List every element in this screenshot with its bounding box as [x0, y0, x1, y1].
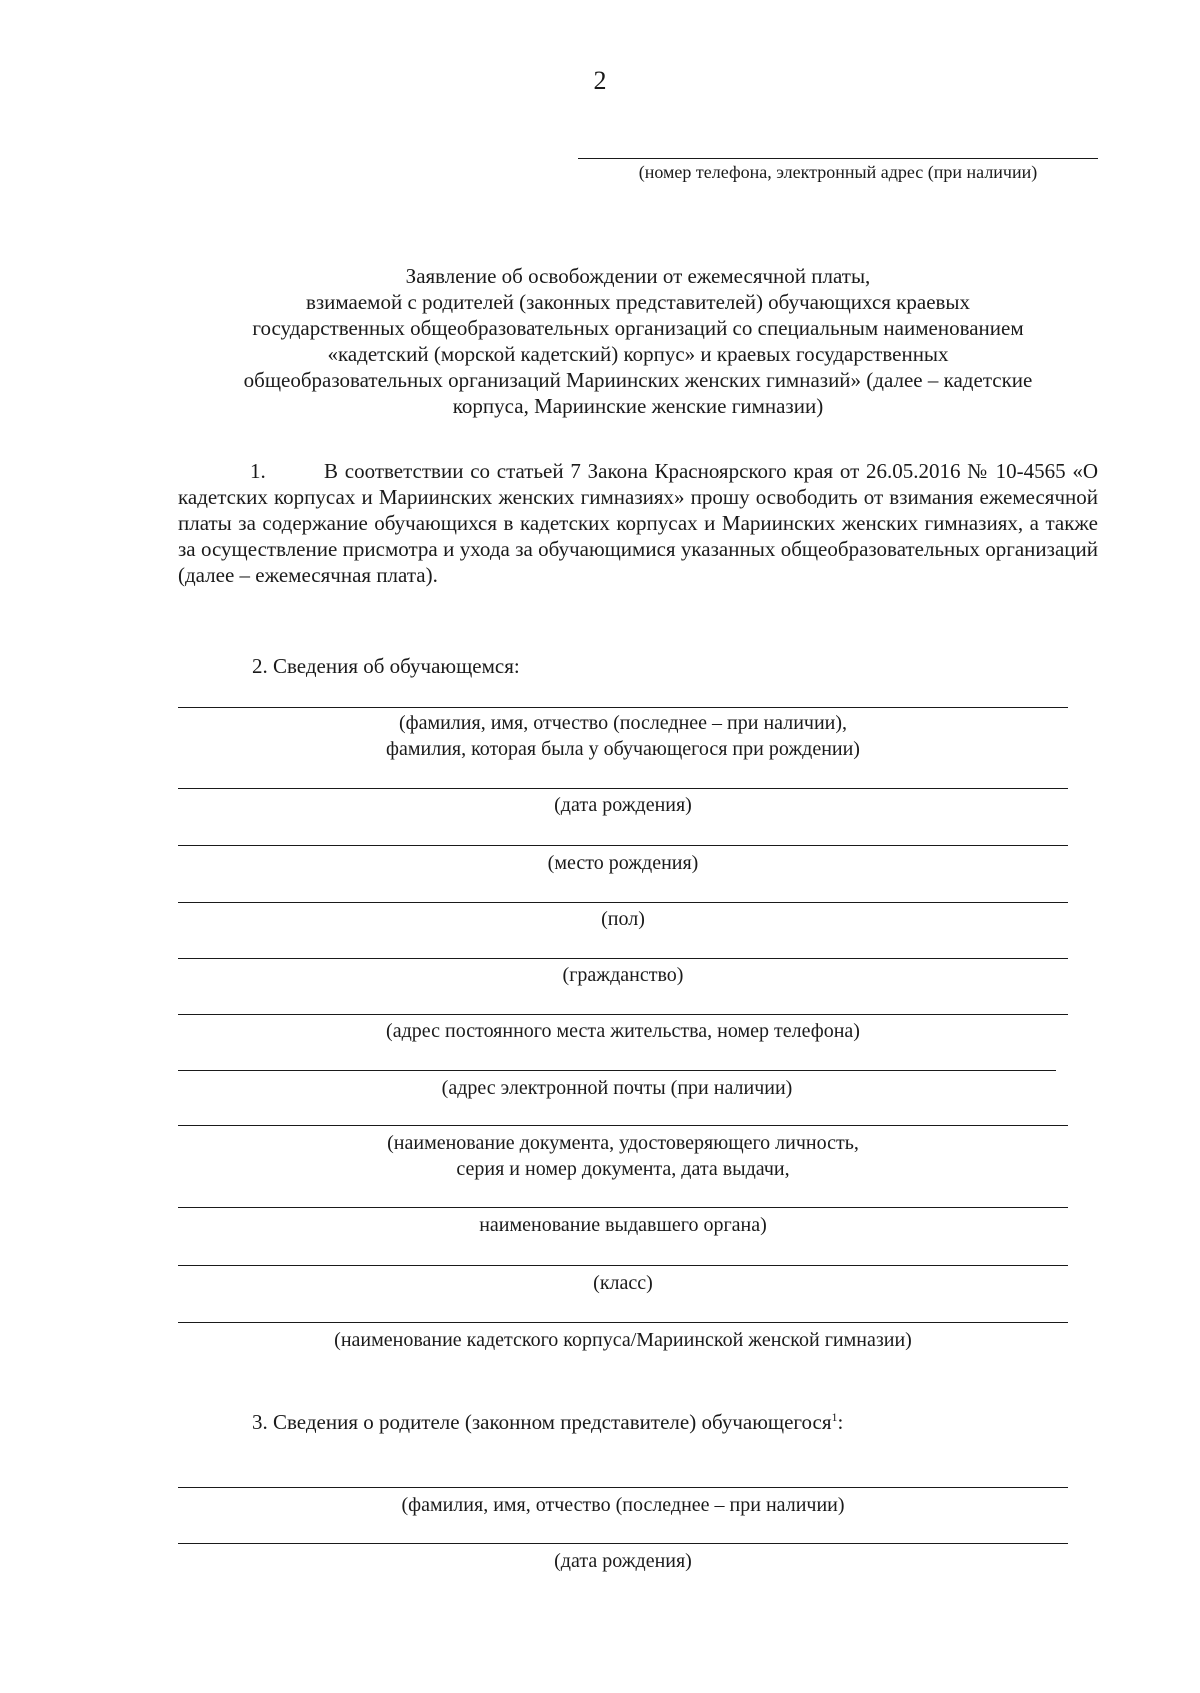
field-caption-school-name: (наименование кадетского корпуса/Мариинской женской гимназии) [334, 1329, 912, 1351]
field-line [178, 1014, 1068, 1015]
field-line [178, 902, 1068, 903]
contact-line [578, 158, 1098, 159]
field-caption-parent-name: (фамилия, имя, отчество (последнее – при наличии) [401, 1494, 845, 1516]
field-caption-parent-birthdate: (дата рождения) [554, 1550, 692, 1572]
field-caption-identity-document: (наименование документа, удостоверяющего личность, серия и номер документа, дата выдачи, [387, 1132, 859, 1180]
field-line [178, 1207, 1068, 1208]
field-line [178, 707, 1068, 708]
title-line: корпуса, Мариинские женские гимназии) [452, 394, 824, 418]
field-caption-class: (класс) [593, 1272, 653, 1294]
field-line [178, 1487, 1068, 1488]
field-line [178, 1322, 1068, 1323]
paragraph-number: 1. [250, 459, 266, 483]
field-line [178, 958, 1068, 959]
field-line [178, 1265, 1068, 1266]
field-caption-issuing-authority: наименование выдавшего органа) [479, 1214, 767, 1236]
contact-caption: (номер телефона, электронный адрес (при наличии) [638, 162, 1038, 182]
title-line: «кадетский (морской кадетский) корпус» и краевых государственных [327, 342, 949, 366]
field-line [178, 788, 1068, 789]
field-line [178, 1070, 1056, 1071]
title-line: общеобразовательных организаций Мариинских женских гимназий» (далее – кадетские [243, 368, 1033, 392]
field-line [178, 1543, 1068, 1544]
field-caption-birthdate: (дата рождения) [554, 794, 692, 816]
field-caption-citizenship: (гражданство) [562, 964, 684, 986]
paragraph-1 [178, 458, 1098, 588]
document-title [178, 263, 1098, 419]
section-3-heading: 3. Сведения о родителе (законном представителе) обучающегося$^1$: [252, 1410, 844, 1434]
paragraph-text: В соответствии со статьей 7 Закона Красноярского края от 26.05.2016 № 10-4565 «О кадетских корпусах и Мариинских женских гимназиях» прошу освободить от взимания ежемесячной платы за содержание обучающихся в кадетских корпусах и Мариинских женских гимназиях, а также за осуществление присмотра и ухода за обучающимися указанных общеобразовательных организаций (далее – ежемесячная плата). [178, 459, 1098, 587]
field-caption-birthplace: (место рождения) [547, 852, 699, 874]
footnote-mark: 1 [831, 1410, 838, 1424]
title-line: Заявление об освобождении от ежемесячной платы, [405, 264, 871, 288]
page-number: 2 [593, 66, 607, 95]
field-caption-sex: (пол) [601, 908, 645, 930]
field-caption-name: (фамилия, имя, отчество (последнее – при наличии), фамилия, которая была у обучающегося при рождении) [386, 712, 860, 760]
field-caption-address: (адрес постоянного места жительства, номер телефона) [386, 1020, 860, 1042]
section-2-heading: 2. Сведения об обучающемся: [252, 654, 520, 678]
title-line: взимаемой с родителей (законных представителей) обучающихся краевых [305, 290, 971, 314]
field-line [178, 845, 1068, 846]
field-line [178, 1125, 1068, 1126]
title-line: государственных общеобразовательных организаций со специальным наименованием [252, 316, 1024, 340]
field-caption-email: (адрес электронной почты (при наличии) [441, 1077, 793, 1099]
